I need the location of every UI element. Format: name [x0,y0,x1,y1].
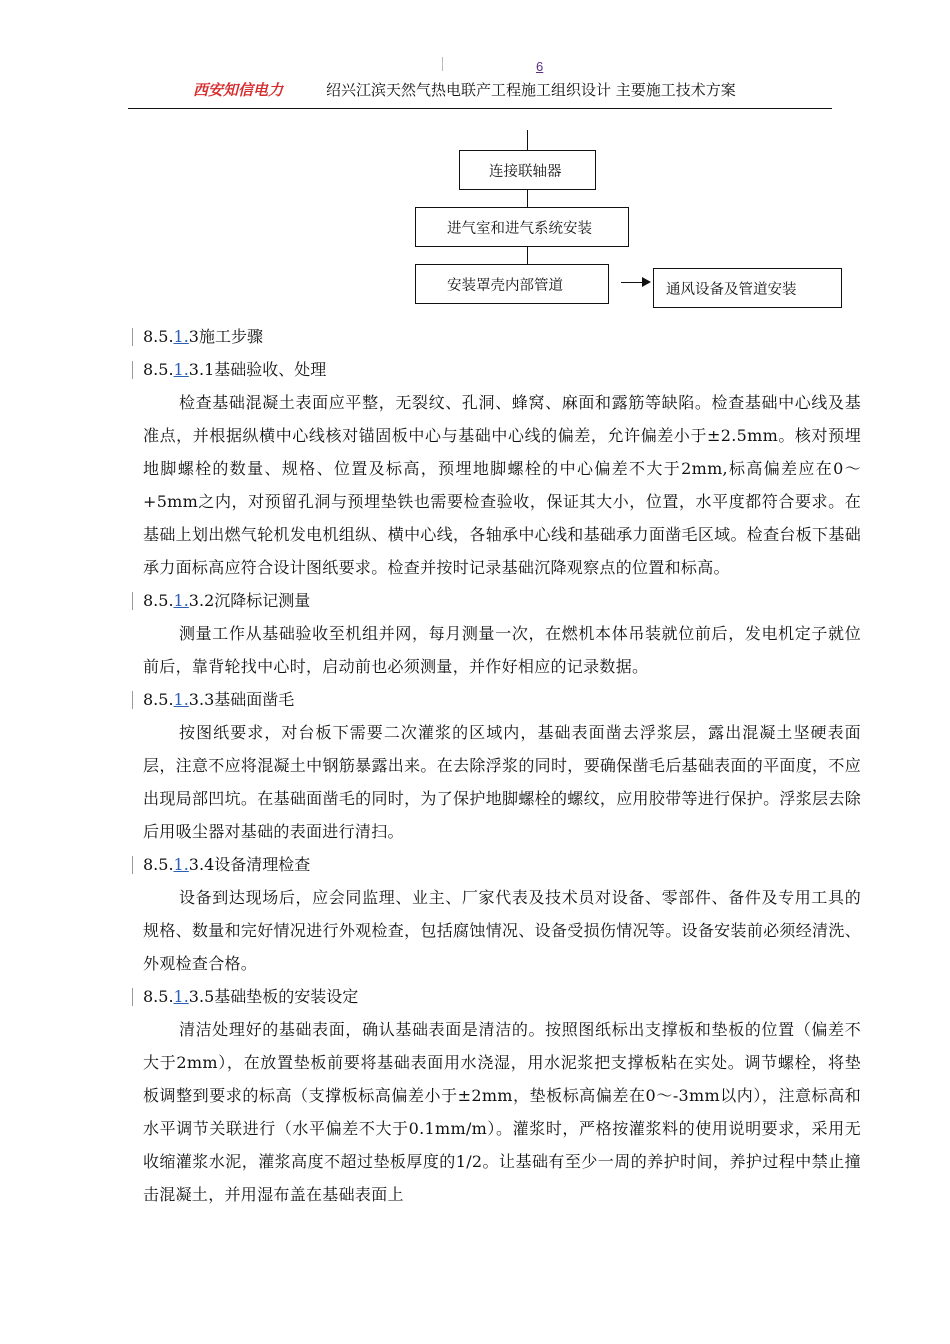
section-number-link[interactable]: 1. [173,690,189,709]
flow-step-enclosure-piping [415,264,609,304]
section-paragraph: 检查基础混凝土表面应平整，无裂纹、孔洞、蜂窝、麻面和露筋等缺陷。检查基础中心线及基准点，并根据纵横中心线核对锚固板中心与基础中心线的偏差，允许偏差小于±2.5mm。核对预埋地脚螺栓的数量、规格、位置及标高，预埋地脚螺栓的中心偏差不大于2mm,标高偏差应在0～+5mm之内，对预留孔洞与预埋垫铁也需要检查验收，保证其大小，位置，水平度都符合要求。在基础上划出燃气轮机发电机组纵、横中心线，各轴承中心线和基础承力面凿毛区域。检查台板下基础承力面标高应符合设计图纸要求。检查并按时记录基础沉降观察点的位置和标高。 [143,393,861,577]
section-number-suffix: 3.5 [188,987,215,1006]
section-number-link[interactable]: 1. [173,987,189,1006]
revision-mark [132,856,133,874]
section-number-suffix: 3.1 [188,360,215,379]
section-paragraph: 按图纸要求，对台板下需要二次灌浆的区域内，基础表面凿去浮浆层，露出混凝土坚硬表面层，注意不应将混凝土中钢筋暴露出来。在去除浮浆的同时，要确保凿毛后基础表面的平面度，不应出现局部凹坑。在基础面凿毛的同时，为了保护地脚螺栓的螺纹，应用胶带等进行保护。浮浆层去除后用吸尘器对基础的表面进行清扫。 [143,723,861,841]
section-title: 沉降标记测量 [214,591,311,610]
section-number-prefix: 8.5. [143,690,174,709]
document-body [143,320,861,1211]
section-paragraph: 测量工作从基础验收至机组并网，每月测量一次，在燃机本体吊装就位前后，发电机定子就位前后，靠背轮找中心时，启动前也必须测量，并作好相应的记录数据。 [143,624,861,676]
section-number-suffix: 3 [188,327,199,346]
section-number-suffix: 3.4 [188,855,215,874]
section-number-suffix: 3.3 [188,690,215,709]
revision-mark [132,361,133,379]
flow-connector [527,190,528,207]
section-number-link[interactable]: 1. [173,591,189,610]
document-title: 绍兴江滨天然气热电联产工程施工组织设计 主要施工技术方案 [326,81,736,99]
section-paragraph: 设备到达现场后，应会同监理、业主、厂家代表及技术员对设备、零部件、备件及专用工具的规格、数量和完好情况进行外观检查，包括腐蚀情况、设备受损伤情况等。设备安装前必须经清洗、外观检查合格。 [143,888,861,973]
section-number-prefix: 8.5. [143,855,174,874]
section-heading [143,353,861,386]
section-number-prefix: 8.5. [143,987,174,1006]
flow-step-coupling [459,150,596,190]
section-heading [143,980,861,1013]
header-rule [128,108,832,109]
header-divider-tick [442,57,443,71]
section-number-link[interactable]: 1. [173,855,189,874]
section-heading [143,584,861,617]
flow-step-ventilation [653,268,842,308]
revision-mark [132,592,133,610]
section-paragraph: 清洁处理好的基础表面，确认基础表面是清洁的。按照图纸标出支撑板和垫板的位置（偏差不大于2mm），在放置垫板前要将基础表面用水浇湿，用水泥浆把支撑板粘在实处。调节螺栓，将垫板调整到要求的标高（支撑板标高偏差小于±2mm，垫板标高偏差在0～-3mm以内），注意标高和水平调节关联进行（水平偏差不大于0.1mm/m）。灌浆时，严格按灌浆料的使用说明要求，采用无收缩灌浆水泥，灌浆高度不超过垫板厚度的1/2。让基础有至少一周的养护时间，养护过程中禁止撞击混凝土，并用湿布盖在基础表面上 [143,1020,861,1204]
company-name: 西安知信电力 [193,81,284,99]
section-number-prefix: 8.5. [143,327,174,346]
section-heading [143,320,861,353]
flow-step-label: 安装罩壳内部管道 [447,277,563,294]
section-title: 基础面凿毛 [214,690,295,709]
flow-step-intake [415,207,629,247]
section-number-link[interactable]: 1. [173,327,189,346]
revision-mark [132,328,133,346]
section-number-suffix: 3.2 [188,591,215,610]
revision-mark [132,691,133,709]
section-title: 基础垫板的安装设定 [214,987,359,1006]
section-title: 基础验收、处理 [214,360,327,379]
page-number[interactable]: 6 [536,59,544,74]
flow-arrowhead [642,277,651,287]
flow-step-label: 连接联轴器 [489,163,562,180]
section-number-prefix: 8.5. [143,591,174,610]
section-title: 设备清理检查 [214,855,311,874]
flow-connector [527,130,528,150]
section-heading [143,848,861,881]
section-number-link[interactable]: 1. [173,360,189,379]
flow-step-label: 进气室和进气系统安装 [447,220,592,237]
flow-connector [527,247,528,264]
revision-mark [132,988,133,1006]
section-number-prefix: 8.5. [143,360,174,379]
section-title: 施工步骤 [198,327,263,346]
flow-step-label: 通风设备及管道安装 [666,281,797,298]
section-heading [143,683,861,716]
